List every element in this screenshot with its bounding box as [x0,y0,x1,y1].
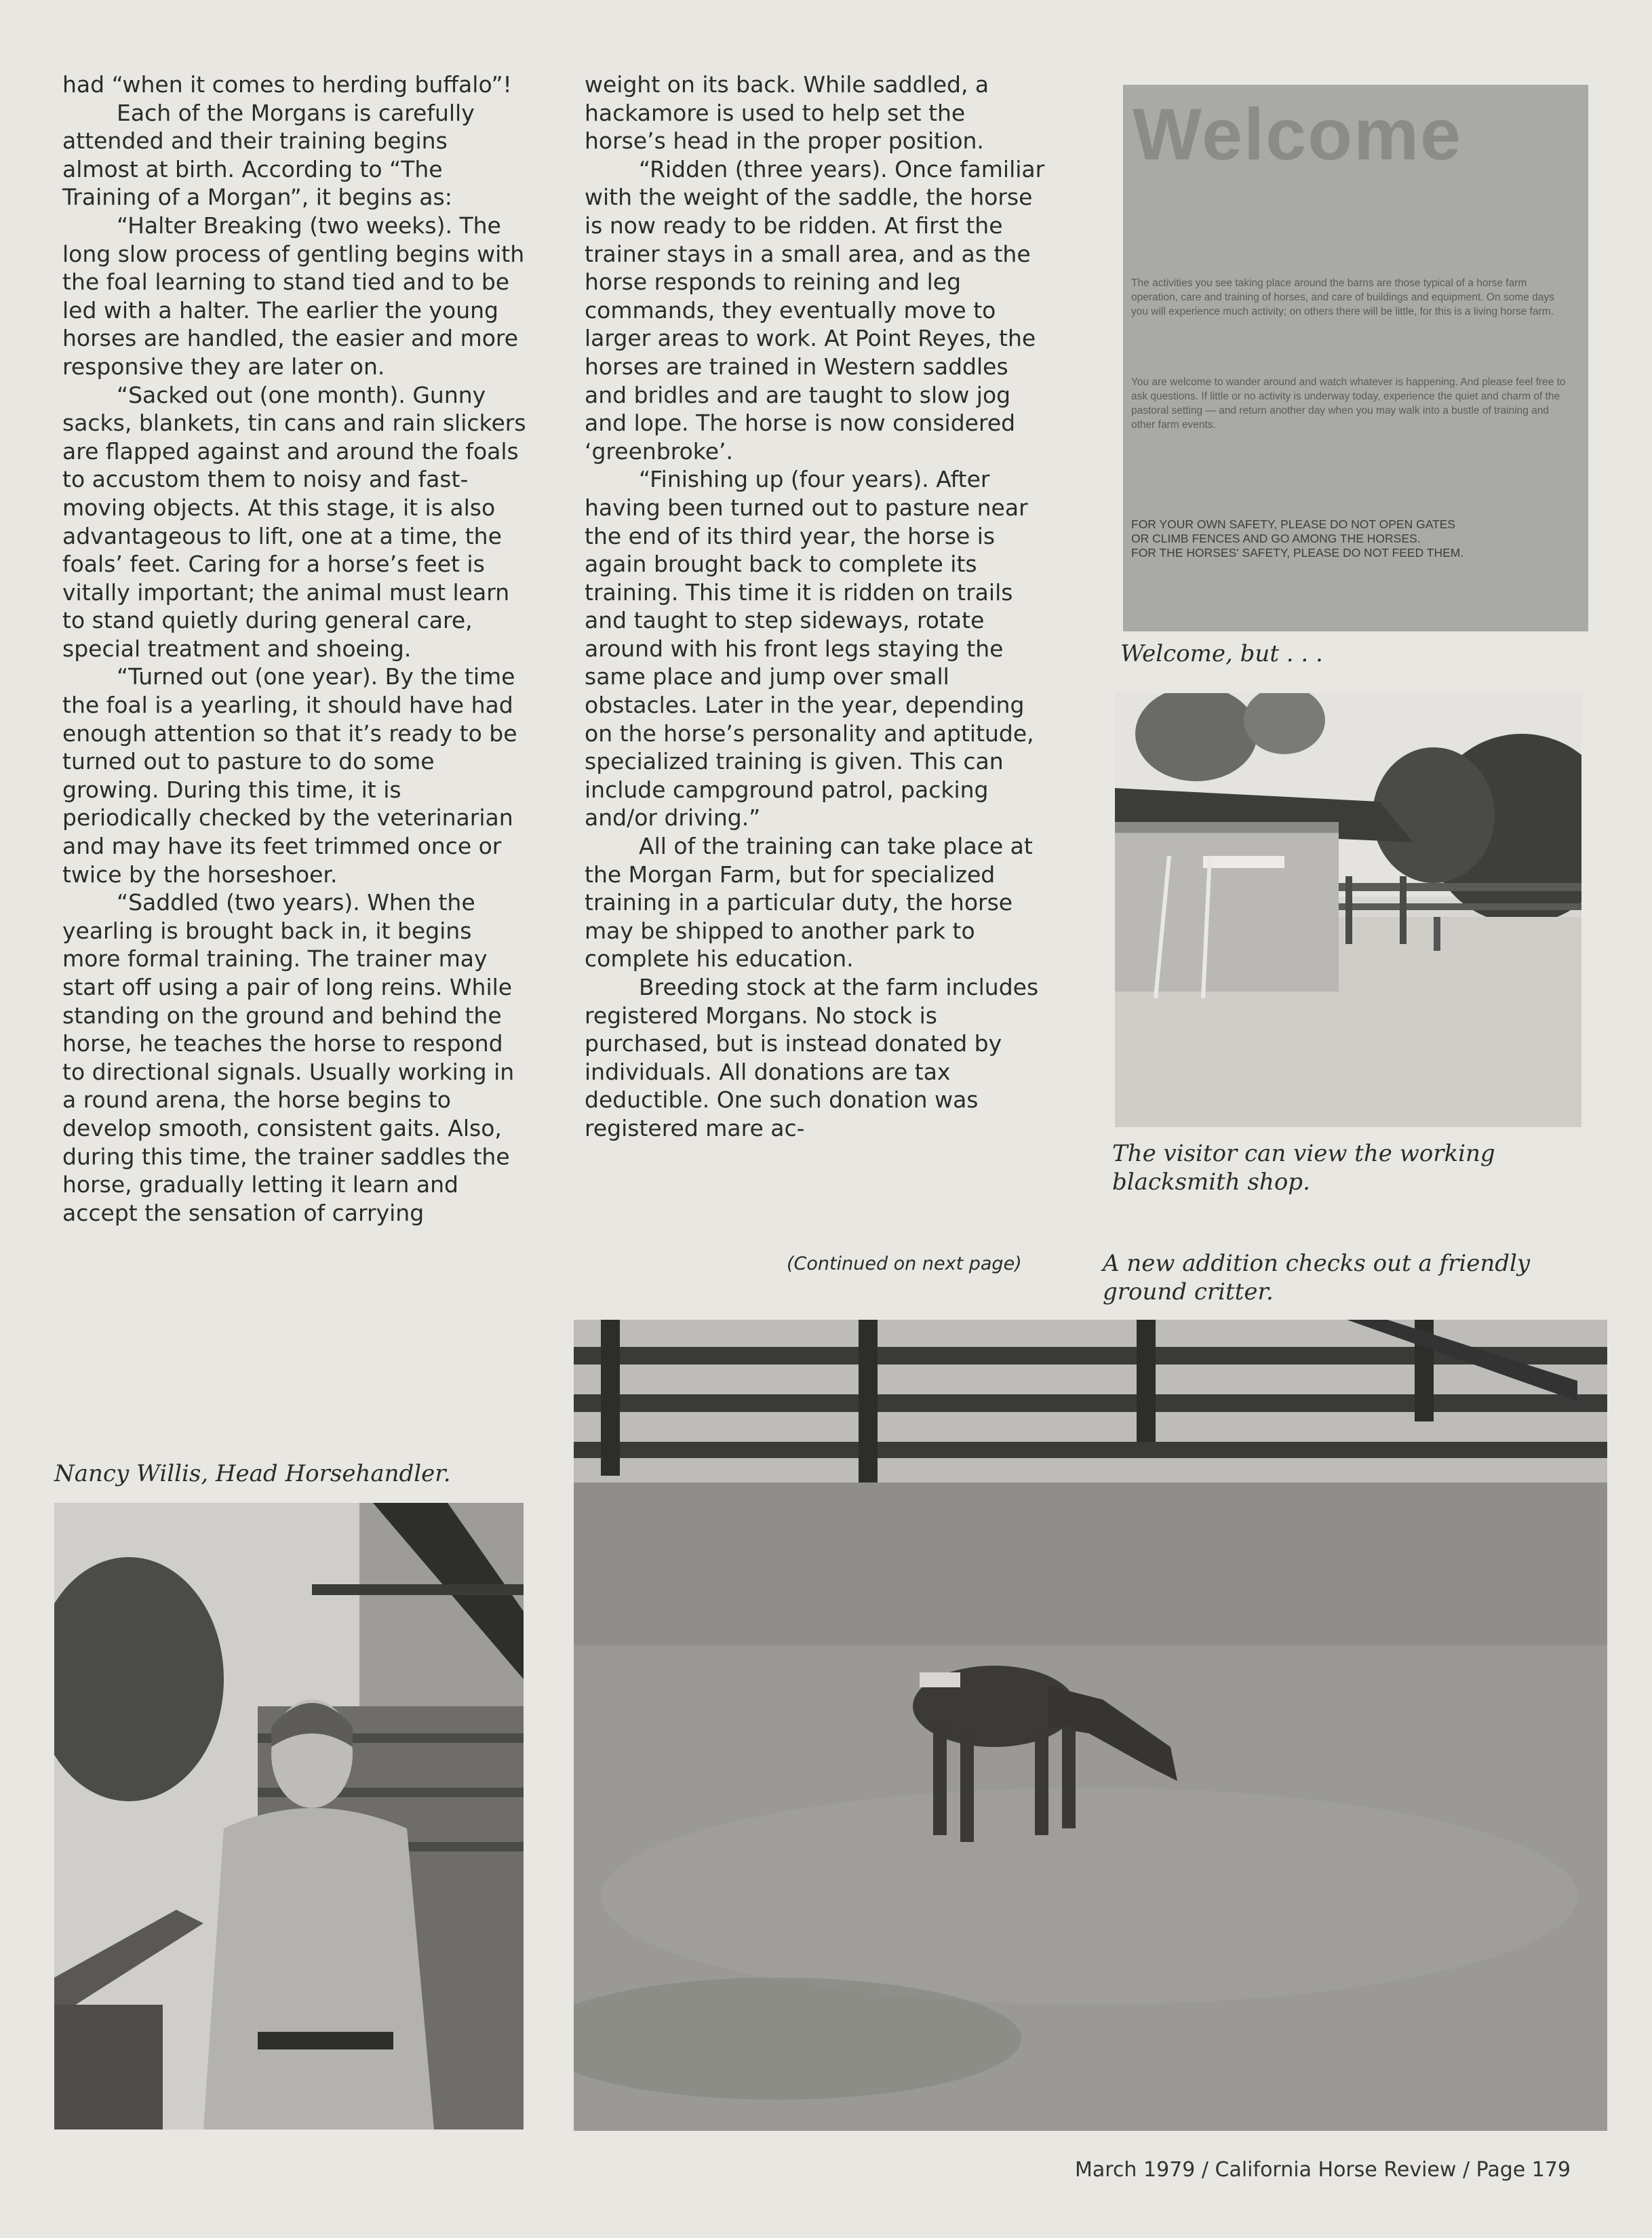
paragraph: All of the training can take place at the Morgan Farm, but for specialized training in a particular duty, the horse may be shipped to another park to complete his education. [585,833,1033,973]
sign-paragraph-2: You are welcome to wander around and watch whatever is happening. And please feel free to ask questions. If little or no activity is underway today, experience the quiet and charm of the pastoral setting — and return another day when you may walk into a bustle of training and other farm events. [1131,376,1566,431]
paragraph: “Halter Breaking (two weeks). The long slow process of gentling begins with the foal learning to stand tied and to be led with a halter. The earlier the young horses are handled, the easier and more responsive they are later on. [62,212,525,380]
page-footer: March 1979 / California Horse Review / Page 179 [1075,2158,1571,2182]
paragraph: “Sacked out (one month). Gunny sacks, blankets, tin cans and rain slickers are flapped against and around the foals to accustom them to noisy and fast-moving objects. At this stage, it is also advantageous to lift, one at a time, the foals’ feet. Caring for a horse’s feet is vitally important; the animal must learn to stand quietly during general care, special treatment and shoeing. [62,381,526,662]
foal-photo [574,1320,1607,2131]
blacksmith-shop-photo [1115,693,1581,1127]
caption-foal: A new addition checks out a friendly ground critter. [1103,1250,1531,1306]
paragraph: weight on its back. While saddled, a hackamore is used to help set the horse’s head in the proper position. [585,71,989,155]
paragraph: “Saddled (two years). When the yearling is brought back in, it begins more formal training. The trainer may start off using a pair of long reins. While standing on the ground and behind the horse, he teaches the horse to respond to directional signals. Usually working in a round arena, the horse begins to develop smooth, consistent gaits. Also, during this time, the trainer saddles the horse, gradually letting it learn and accept the sensation of carrying [62,889,515,1226]
sign-title: Welcome [1133,93,1463,175]
handler-photo [54,1503,524,2129]
sign-warning-line: OR CLIMB FENCES AND GO AMONG THE HORSES. [1131,532,1421,545]
sign-warning-line: FOR THE HORSES' SAFETY, PLEASE DO NOT FEED THEM. [1131,546,1464,560]
sign-warning [1131,517,1581,560]
sign-paragraph-1: The activities you see taking place around the barns are those typical of a horse farm operation, care and training of horses, and care of buildings and equipment. On some days you will experience much activity; on others there will be little, for this is a living horse farm. [1131,277,1554,317]
welcome-sign-photo [1123,85,1588,631]
caption-handler: Nancy Willis, Head Horsehandler. [54,1460,451,1487]
article-column-1 [62,71,530,1227]
sign-warning-line: FOR YOUR OWN SAFETY, PLEASE DO NOT OPEN GATES [1131,517,1456,531]
caption-welcome: Welcome, but . . . [1120,640,1323,667]
caption-blacksmith: The visitor can view the working blacksmith shop. [1112,1140,1495,1196]
article-column-2 [585,71,1053,1143]
paragraph: “Turned out (one year). By the time the foal is a yearling, it should have had enough attention so that it’s ready to be turned out to pasture to do some growing. During this time, it is periodically checked by the veterinarian and may have its feet trimmed once or twice by the horseshoer. [62,663,517,888]
paragraph: had “when it comes to herding buffalo”! [62,71,512,98]
paragraph: Each of the Morgans is carefully attended and their training begins almost at birth. According to “The Training of a Morgan”, it begins as: [62,99,475,211]
paragraph: “Finishing up (four years). After having been turned out to pasture near the end of its third year, the horse is again brought back to complete its training. This time it is ridden on trails and taught to step sideways, rotate around with his front legs staying the same place and jump over small obstacles. Later in the year, depending on the horse’s personality and aptitude, specialized training is given. This can include campground patrol, packing and/or driving.” [585,466,1034,831]
continued-note: (Continued on next page) [787,1253,1022,1274]
paragraph: “Ridden (three years). Once familiar with the weight of the saddle, the horse is now ready to be ridden. At first the trainer stays in a small area, and as the horse responds to reining and leg commands, they eventually move to larger areas to work. At Point Reyes, the horses are trained in Western saddles and bridles and are taught to slow jog and lope. The horse is now considered ‘greenbroke’. [585,155,1045,465]
paragraph: Breeding stock at the farm includes registered Morgans. No stock is purchased, but is instead donated by individuals. All donations are tax deductible. One such donation was registered mare ac- [585,974,1039,1141]
